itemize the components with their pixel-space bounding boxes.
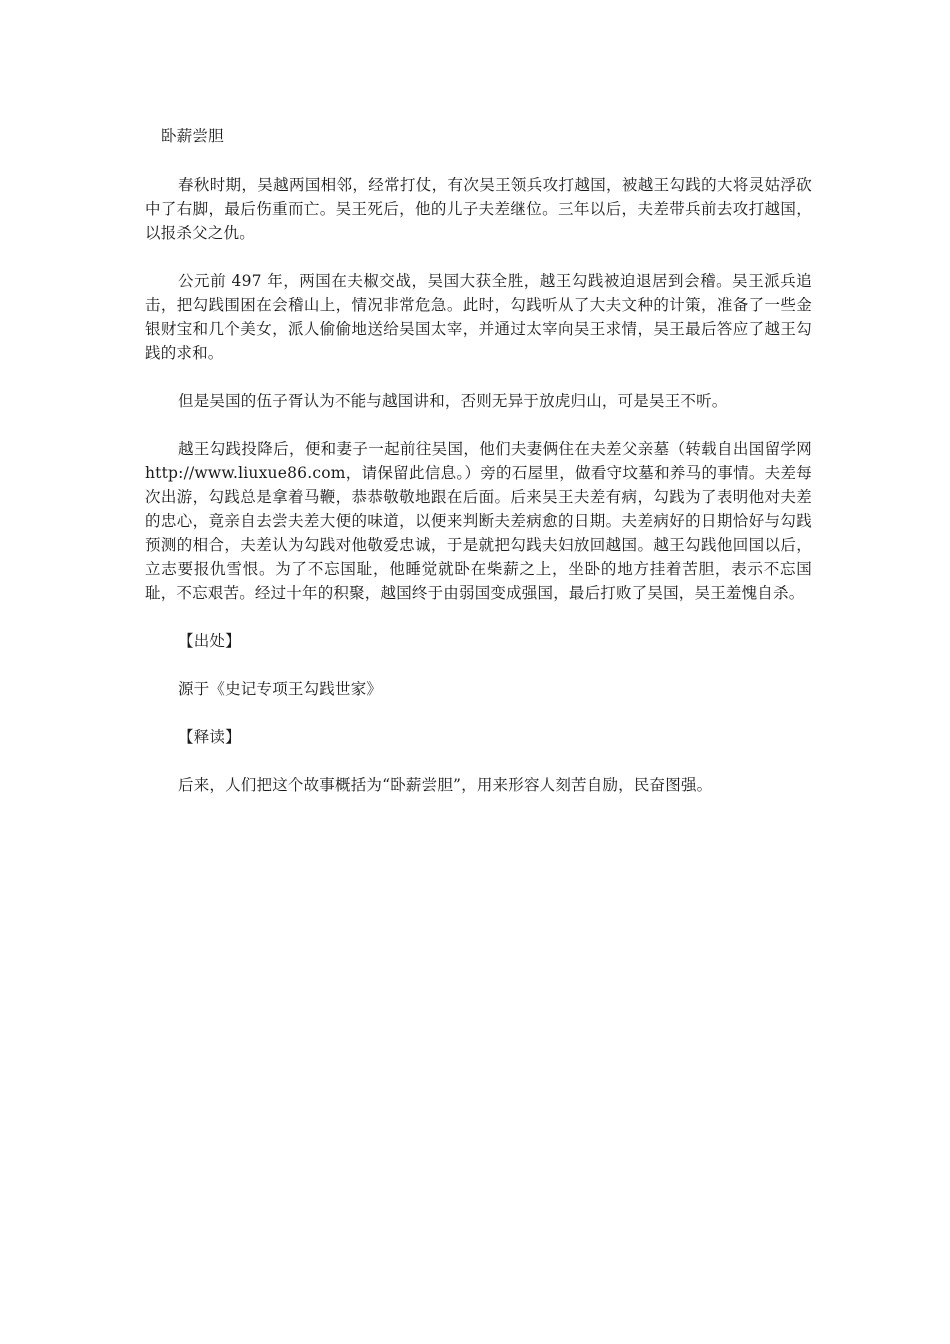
document-title: 卧薪尝胆 xyxy=(161,127,224,145)
paragraph-1: 春秋时期，吴越两国相邻，经常打仗，有次吴王领兵攻打越国，被越王勾践的大将灵姑浮砍中了右脚，最后伤重而亡。吴王死后，他的儿子夫差继位。三年以后，夫差带兵前去攻打越国，以报杀父之仇。 xyxy=(145,176,812,242)
paragraph-4: 越王勾践投降后，便和妻子一起前往吴国，他们夫妻俩住在夫差父亲墓（转载自出国留学网 http://www.liuxue86.com，请保留此信息。）旁的石屋里，做看守坟墓和养马的事情。夫差每次出游，勾践总是拿着马鞭，恭恭敬敬地跟在后面。后来吴王夫差有病，勾践为了表明他对夫差的忠心，竟亲自去尝夫差大便的味道，以便来判断夫差病愈的日期。夫差病好的日期恰好与勾践预测的相合，夫差认为勾践对他敬爱忠诚，于是就把勾践夫妇放回越国。越王勾践他回国以后，立志要报仇雪恨。为了不忘国耻，他睡觉就卧在柴薪之上，坐卧的地方挂着苦胆，表示不忘国耻，不忘艰苦。经过十年的积聚，越国终于由弱国变成强国，最后打败了吴国，吴王羞愧自杀。 xyxy=(145,440,812,602)
source-heading: 【出处】 xyxy=(178,632,241,650)
source-text: 源于《史记专项王勾践世家》 xyxy=(178,680,383,698)
document-body xyxy=(145,124,812,821)
explain-heading: 【释读】 xyxy=(178,728,241,746)
paragraph-3: 但是吴国的伍子胥认为不能与越国讲和，否则无异于放虎归山，可是吴王不听。 xyxy=(178,392,728,410)
paragraph-2: 公元前 497 年，两国在夫椒交战，吴国大获全胜，越王勾践被迫退居到会稽。吴王派兵追击，把勾践围困在会稽山上，情况非常危急。此时，勾践听从了大夫文种的计策，准备了一些金银财宝和几个美女，派人偷偷地送给吴国太宰，并通过太宰向吴王求情，吴王最后答应了越王勾践的求和。 xyxy=(145,272,812,362)
explain-text: 后来，人们把这个故事概括为“卧薪尝胆”，用来形容人刻苦自励，民奋图强。 xyxy=(178,776,713,794)
